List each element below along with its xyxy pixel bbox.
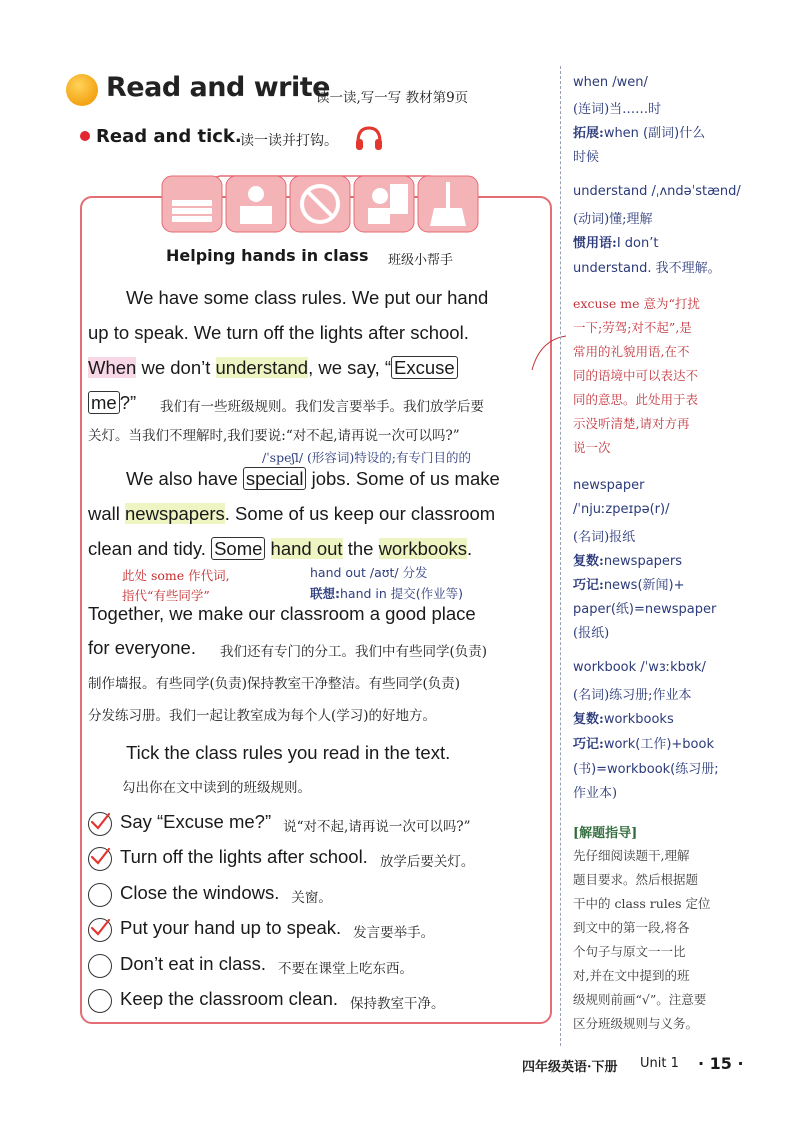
- page-number: · 15 ·: [698, 1054, 744, 1073]
- handout-note: hand out /aʊt/ 分发: [310, 565, 428, 580]
- p1-line2: up to speak. We turn off the lights after school.: [88, 322, 469, 343]
- page-title: Read and write: [106, 72, 330, 103]
- workbook-plural: 复数:workbooks: [573, 712, 674, 727]
- p2-cn-line2: 制作墙报。有些同学(负责)保持教室干净整洁。有些同学(负责): [88, 676, 461, 692]
- excuse-note-5: 同的意思。此处用于表: [573, 392, 699, 407]
- empty-circle-checkbox[interactable]: [88, 989, 112, 1013]
- orange-circle-icon: [66, 74, 98, 106]
- tick-item-text: Put your hand up to speak.: [120, 917, 342, 938]
- excuse-note-4: 同的语境中可以表达不: [573, 368, 699, 383]
- understand-use2: understand. 我不理解。: [573, 261, 721, 276]
- newspaper-word: newspaper: [573, 478, 645, 493]
- newspaper-memo2: paper(纸)=newspaper: [573, 602, 717, 617]
- when-pos: (连词)当……时: [573, 102, 662, 117]
- word-newspapers: newspapers: [125, 503, 225, 524]
- tick-item-text: Keep the classroom clean.: [120, 988, 339, 1009]
- excuse-note-2: 一下;劳驾;对不起”,是: [573, 320, 692, 335]
- checked-circle-icon[interactable]: [88, 918, 112, 942]
- tick-instruction-cn: 勾出你在文中读到的班级规则。: [122, 780, 311, 796]
- guide-line-6: 对,并在文中提到的班: [573, 968, 690, 983]
- p1-cn-line2: 关灯。当我们不理解时,我们要说:“对不起,请再说一次可以吗?”: [88, 428, 460, 444]
- tick-item-cn: 关窗。: [291, 890, 332, 906]
- guide-line-2: 题目要求。然后根据题: [573, 872, 699, 887]
- workbook-memo2: (书)=workbook(练习册;: [573, 762, 719, 777]
- understand-word: understand /ˌʌndəˈstænd/: [573, 184, 741, 199]
- checked-circle-icon[interactable]: [88, 812, 112, 836]
- p2-cn-line3: 分发练习册。我们一起让教室成为每个人(学习)的好地方。: [88, 708, 437, 724]
- word-some: Some: [211, 537, 265, 560]
- p1-line3: When we don’t understand, we say, “ Excuse: [88, 357, 458, 379]
- understand-use: 惯用语:I don’t: [573, 236, 659, 251]
- guide-title: [解题指导]: [573, 826, 638, 841]
- guide-line-8: 区分班级规则与义务。: [573, 1016, 699, 1031]
- when-ext: 拓展:when (副词)什么: [573, 126, 706, 141]
- p2-cn-line1: 我们还有专门的分工。我们中有些同学(负责): [220, 644, 488, 660]
- footer-unit: Unit 1: [640, 1056, 679, 1071]
- excuse-note-6: 示没听清楚,请对方再: [573, 416, 690, 431]
- tick-item-cn: 放学后要关灯。: [379, 854, 475, 870]
- task-subtitle: 读一读并打钩。: [240, 133, 338, 149]
- tick-item-text: Don’t eat in class.: [120, 953, 267, 974]
- word-special: special: [243, 467, 307, 490]
- empty-circle-checkbox[interactable]: [88, 954, 112, 978]
- sidebar-divider: [560, 66, 562, 1046]
- word-excuse: Excuse: [391, 356, 458, 379]
- understand-pos: (动词)懂;理解: [573, 212, 653, 227]
- some-note-1: 此处 some 作代词,: [122, 568, 230, 583]
- tick-item-text: Close the windows.: [120, 882, 280, 903]
- some-note-2: 指代“有些同学”: [122, 588, 210, 603]
- special-note: /ˈspeʃl/ (形容词)特设的;有专门目的的: [262, 450, 472, 465]
- task-title: Read and tick.: [96, 126, 242, 147]
- p1-line1: We have some class rules. We put our hand: [126, 287, 489, 308]
- footer-book: 四年级英语·下册: [522, 1060, 618, 1075]
- guide-line-1: 先仔细阅读题干,理解: [573, 848, 690, 863]
- bullet-icon: [80, 131, 90, 141]
- tick-item-text: Turn off the lights after school.: [120, 846, 368, 867]
- checked-circle-icon[interactable]: [88, 847, 112, 871]
- p2-line4: Together, we make our classroom a good place: [88, 603, 476, 624]
- newspaper-pos: (名词)报纸: [573, 530, 636, 545]
- checkmark-icon: [88, 810, 112, 834]
- handin-note: 联想:hand in 提交(作业等): [310, 586, 464, 601]
- tick-item-cn: 保持教室干净。: [350, 996, 445, 1012]
- workbook-memo3: 作业本): [573, 786, 618, 801]
- p2-line1: We also have special jobs. Some of us make: [126, 468, 500, 489]
- tick-instruction: Tick the class rules you read in the text.: [126, 742, 451, 763]
- illustration-strip: [160, 166, 490, 236]
- word-me: me: [88, 391, 120, 414]
- newspaper-memo: 巧记:news(新闻)+: [573, 578, 685, 593]
- guide-line-3: 干中的 class rules 定位: [573, 896, 711, 911]
- page-subtitle: 读一读,写一写 教材第9页: [316, 90, 469, 106]
- p2-line2: wall newspapers. Some of us keep our classroom: [88, 503, 496, 524]
- newspaper-memo3: (报纸): [573, 626, 610, 641]
- p1-cn-line1: 我们有一些班级规则。我们发言要举手。我们放学后要: [160, 399, 484, 415]
- workbook-word: workbook /ˈwɜːkbʊk/: [573, 660, 706, 675]
- guide-line-7: 级规则前画“√”。注意要: [573, 992, 707, 1007]
- word-hand-out: hand out: [270, 538, 343, 559]
- empty-circle-checkbox[interactable]: [88, 883, 112, 907]
- word-understand: understand: [215, 357, 309, 378]
- connector-line: [530, 330, 570, 380]
- tick-item-cn: 说“对不起,请再说一次可以吗?”: [283, 819, 471, 835]
- workbook-pos: (名词)练习册;作业本: [573, 688, 692, 703]
- p2-line3: clean and tidy. Some hand out the workbooks.: [88, 538, 473, 559]
- tick-item-cn: 不要在课堂上吃东西。: [278, 961, 414, 977]
- checkmark-icon: [88, 916, 112, 940]
- newspaper-ipa: /ˈnjuːzpeɪpə(r)/: [573, 502, 670, 517]
- guide-line-5: 个句子与原文一一比: [573, 944, 686, 959]
- guide-line-4: 到文中的第一段,将各: [573, 920, 690, 935]
- passage-title-cn: 班级小帮手: [388, 253, 454, 268]
- p2-line5: for everyone.: [88, 637, 196, 658]
- when-ext2: 时候: [573, 150, 600, 165]
- word-when: When: [88, 357, 137, 378]
- tick-item-cn: 发言要举手。: [353, 925, 435, 941]
- checkmark-icon: [88, 845, 112, 869]
- excuse-note-7: 说一次: [573, 440, 611, 455]
- workbook-memo: 巧记:work(工作)+book: [573, 737, 714, 752]
- excuse-note-3: 常用的礼貌用语,在不: [573, 344, 690, 359]
- passage-title: Helping hands in class: [166, 246, 369, 265]
- headphone-icon[interactable]: [354, 124, 384, 156]
- p1-line4: me ?”: [88, 392, 136, 414]
- newspaper-plural: 复数:newspapers: [573, 554, 683, 569]
- word-workbooks: workbooks: [378, 538, 467, 559]
- when-word: when /wen/: [573, 75, 648, 90]
- excuse-note-1: excuse me 意为“打扰: [573, 296, 700, 311]
- tick-item-text: Say “Excuse me?”: [120, 811, 272, 832]
